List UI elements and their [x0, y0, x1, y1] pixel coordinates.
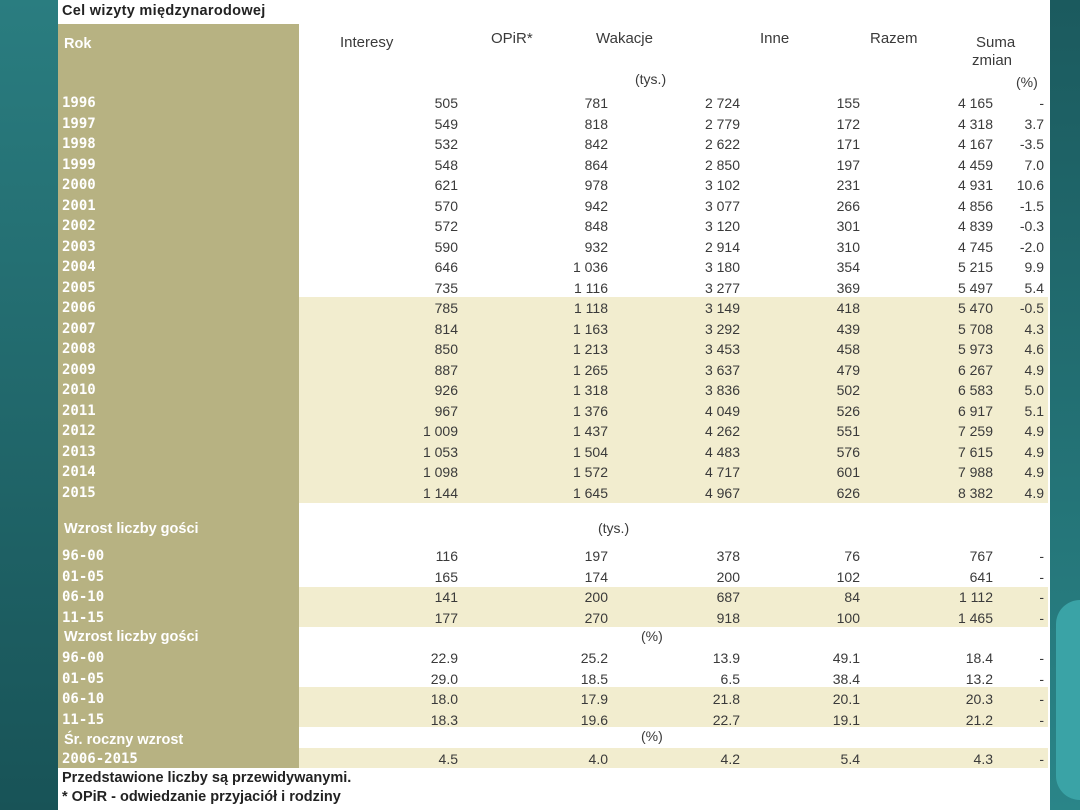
growth-pct-row-suma-zmian-cell: -: [1039, 670, 1044, 687]
section-avg-title: Śr. roczny wzrost: [64, 732, 184, 748]
year-row-inne-cell: 310: [836, 238, 860, 255]
growth-tys-row-suma-zmian-cell: -: [1039, 589, 1044, 605]
year-row-opir-cell: 1 213: [572, 341, 608, 357]
growth-tys-row-label: 06-10: [62, 589, 105, 605]
year-row-opir-cell: 1 118: [574, 300, 608, 316]
year-row-suma-zmian-cell: -3.5: [1019, 136, 1044, 152]
growth-tys-row-inne-cell: 76: [844, 548, 860, 564]
year-row-opir-cell: 1 036: [572, 259, 608, 275]
year-row-inne-cell: 155: [836, 95, 860, 111]
growth-pct-row-label: 96-00: [62, 650, 105, 666]
year-row-wakacje-cell: 2 622: [704, 136, 740, 152]
year-row-interesy-cell: 785: [434, 300, 458, 316]
year-row-label: 2005: [62, 279, 96, 296]
growth-pct-row-wakacje-cell: 21.8: [712, 691, 740, 707]
year-row-interesy-cell: 548: [434, 156, 458, 173]
year-row-razem-cell: 5 708: [957, 320, 993, 337]
year-row-inne-cell: 479: [836, 361, 860, 378]
growth-pct-row-label: 06-10: [62, 691, 105, 707]
year-row-suma-zmian-cell: 4.9: [1024, 423, 1044, 439]
year-row-razem-cell: 5 973: [957, 341, 993, 357]
year-row-inne-cell: 551: [836, 423, 860, 439]
year-row-label: 2004: [62, 259, 96, 275]
year-row-inne-cell: 266: [836, 197, 860, 214]
year-row-label: 2010: [62, 382, 96, 398]
year-row-suma-zmian-cell: 10.6: [1016, 177, 1044, 193]
year-row-razem-cell: 6 267: [957, 361, 993, 378]
year-row-razem-cell: 5 470: [957, 300, 993, 316]
year-row-label: 2007: [62, 320, 96, 337]
year-row-razem-cell: 6 583: [957, 382, 993, 398]
header-zmian: zmian: [972, 52, 1013, 69]
year-row-inne-cell: 458: [836, 341, 860, 357]
growth-pct-row-razem-cell: 21.2: [965, 711, 993, 728]
year-row-interesy-cell: 572: [434, 218, 458, 234]
year-row-opir-cell: 842: [584, 136, 608, 152]
year-row-label: 2002: [62, 218, 96, 234]
year-row-inne-cell: 626: [836, 484, 860, 501]
header-suma: Suma: [976, 34, 1016, 51]
year-row-wakacje-cell: 4 967: [704, 484, 740, 501]
growth-pct-row-razem-cell: 20.3: [965, 691, 993, 707]
year-row-inne-cell: 576: [836, 443, 860, 460]
year-row-suma-zmian-cell: 4.9: [1024, 464, 1044, 480]
growth-tys-row-wakacje-cell: 918: [716, 609, 740, 626]
year-row-opir-cell: 1 376: [572, 402, 608, 419]
year-row-opir-cell: 1 504: [572, 443, 608, 460]
year-row-inne-cell: 369: [836, 279, 860, 296]
year-row-suma-zmian-cell: -0.5: [1019, 300, 1044, 316]
growth-pct-row-interesy-cell: 29.0: [430, 670, 458, 687]
year-row-label: 2001: [62, 197, 96, 214]
year-row-interesy-cell: 532: [434, 136, 458, 152]
year-row-wakacje-cell: 4 483: [704, 443, 740, 460]
year-row-wakacje-cell: 3 637: [704, 361, 740, 378]
year-row-interesy-cell: 1 144: [422, 484, 458, 501]
avg-growth-row-razem-cell: 4.3: [973, 751, 993, 767]
year-row-wakacje-cell: 3 077: [704, 197, 740, 214]
section-growth-pct-unit: (%): [641, 628, 663, 644]
year-row-label: 2013: [62, 443, 96, 460]
growth-pct-row-razem-cell: 18.4: [965, 650, 993, 666]
growth-tys-row-label: 11-15: [62, 609, 105, 626]
year-row-suma-zmian-cell: 4.3: [1024, 320, 1044, 337]
year-row-interesy-cell: 549: [434, 115, 458, 132]
section-growth-tys-title: Wzrost liczby gości: [64, 521, 199, 537]
growth-tys-row-suma-zmian-cell: -: [1039, 548, 1044, 564]
year-row-label: 1998: [62, 136, 96, 152]
year-row-interesy-cell: 735: [434, 279, 458, 296]
growth-tys-row-label: 96-00: [62, 548, 105, 564]
year-row-interesy-cell: 621: [434, 177, 458, 193]
year-row-inne-cell: 231: [836, 177, 860, 193]
growth-tys-row-inne-cell: 100: [836, 609, 860, 626]
growth-tys-row-razem-cell: 1 112: [959, 589, 993, 605]
year-row-opir-cell: 781: [584, 95, 608, 111]
year-row-opir-cell: 864: [584, 156, 608, 173]
growth-pct-row-label: 01-05: [62, 670, 105, 687]
highlight-band-2006-2015: [299, 297, 1048, 503]
header-inne: Inne: [760, 30, 790, 47]
year-row-opir-cell: 848: [584, 218, 608, 234]
growth-tys-row-wakacje-cell: 378: [716, 548, 740, 564]
year-row-inne-cell: 172: [836, 115, 860, 132]
year-row-razem-cell: 7 615: [957, 443, 993, 460]
year-row-razem-cell: 7 988: [957, 464, 993, 480]
growth-pct-row-opir-cell: 25.2: [580, 650, 608, 666]
header-unit-tys: (tys.): [635, 71, 667, 87]
growth-pct-row-inne-cell: 49.1: [832, 650, 860, 666]
year-row-interesy-cell: 850: [434, 341, 458, 357]
table-caption: Cel wizyty międzynarodowej: [62, 3, 266, 19]
year-row-wakacje-cell: 3 836: [704, 382, 740, 398]
highlight-band-pct-06-15: [299, 687, 1048, 727]
avg-growth-row-opir-cell: 4.0: [588, 751, 608, 767]
year-row-suma-zmian-cell: 4.9: [1024, 443, 1044, 460]
growth-tys-row-opir-cell: 200: [584, 589, 608, 605]
year-row-suma-zmian-cell: 4.9: [1024, 361, 1044, 378]
year-row-opir-cell: 942: [584, 197, 608, 214]
year-row-razem-cell: 4 856: [957, 197, 993, 214]
slide-right-bump-decoration: [1056, 600, 1080, 800]
growth-pct-row-inne-cell: 38.4: [832, 670, 860, 687]
slide-left-decoration: [0, 0, 58, 810]
avg-growth-row-inne-cell: 5.4: [840, 751, 860, 767]
year-row-wakacje-cell: 4 262: [704, 423, 740, 439]
year-row-razem-cell: 4 167: [957, 136, 993, 152]
year-row-razem-cell: 5 215: [957, 259, 993, 275]
growth-pct-row-interesy-cell: 22.9: [430, 650, 458, 666]
highlight-band-avg: [299, 748, 1048, 768]
growth-pct-row-inne-cell: 20.1: [832, 691, 860, 707]
growth-pct-row-wakacje-cell: 6.5: [720, 670, 740, 687]
highlight-band-tys-06-15: [299, 587, 1048, 627]
growth-tys-row-interesy-cell: 141: [434, 589, 458, 605]
growth-tys-row-inne-cell: 84: [844, 589, 860, 605]
year-row-wakacje-cell: 2 850: [704, 156, 740, 173]
year-row-suma-zmian-cell: 5.4: [1024, 279, 1044, 296]
growth-tys-row-suma-zmian-cell: -: [1039, 568, 1044, 585]
avg-growth-row-suma-zmian-cell: -: [1039, 751, 1044, 767]
avg-growth-row-label: 2006-2015: [62, 751, 138, 767]
year-row-interesy-cell: 926: [434, 382, 458, 398]
year-row-wakacje-cell: 4 049: [704, 402, 740, 419]
footer-opir-note: * OPiR - odwiedzanie przyjaciół i rodziny: [62, 789, 341, 805]
year-row-razem-cell: 5 497: [957, 279, 993, 296]
year-row-wakacje-cell: 3 453: [704, 341, 740, 357]
year-row-razem-cell: 8 382: [957, 484, 993, 501]
growth-pct-row-suma-zmian-cell: -: [1039, 691, 1044, 707]
year-row-wakacje-cell: 2 724: [704, 95, 740, 111]
year-row-inne-cell: 197: [836, 156, 860, 173]
header-rok: Rok: [64, 36, 92, 52]
growth-tys-row-wakacje-cell: 200: [716, 568, 740, 585]
year-row-wakacje-cell: 4 717: [704, 464, 740, 480]
year-row-label: 2011: [62, 402, 96, 419]
avg-growth-row-wakacje-cell: 4.2: [720, 751, 740, 767]
year-row-inne-cell: 171: [836, 136, 860, 152]
growth-pct-row-label: 11-15: [62, 711, 105, 728]
year-row-inne-cell: 601: [836, 464, 860, 480]
year-row-razem-cell: 4 745: [957, 238, 993, 255]
year-row-inne-cell: 439: [836, 320, 860, 337]
year-row-interesy-cell: 967: [434, 402, 458, 419]
growth-tys-row-razem-cell: 641: [969, 568, 993, 585]
year-row-suma-zmian-cell: 5.1: [1024, 402, 1044, 419]
growth-tys-row-interesy-cell: 165: [434, 568, 458, 585]
year-row-opir-cell: 1 116: [574, 279, 608, 296]
year-row-inne-cell: 502: [836, 382, 860, 398]
year-row-inne-cell: 354: [836, 259, 860, 275]
growth-tys-row-label: 01-05: [62, 568, 105, 585]
year-row-label: 2012: [62, 423, 96, 439]
growth-pct-row-inne-cell: 19.1: [832, 711, 860, 728]
growth-tys-row-suma-zmian-cell: -: [1039, 609, 1044, 626]
year-row-razem-cell: 7 259: [957, 423, 993, 439]
year-row-interesy-cell: 814: [434, 320, 458, 337]
year-row-opir-cell: 1 572: [572, 464, 608, 480]
year-row-razem-cell: 4 459: [957, 156, 993, 173]
year-row-wakacje-cell: 3 180: [704, 259, 740, 275]
growth-tys-row-interesy-cell: 177: [434, 609, 458, 626]
year-row-opir-cell: 978: [584, 177, 608, 193]
footer-note: Przedstawione liczby są przewidywanymi.: [62, 770, 352, 786]
year-row-inne-cell: 418: [836, 300, 860, 316]
year-row-suma-zmian-cell: -0.3: [1019, 218, 1044, 234]
growth-tys-row-opir-cell: 197: [584, 548, 608, 564]
year-row-opir-cell: 818: [584, 115, 608, 132]
growth-pct-row-suma-zmian-cell: -: [1039, 650, 1044, 666]
header-razem: Razem: [870, 30, 918, 47]
growth-tys-row-razem-cell: 767: [969, 548, 993, 564]
growth-tys-row-interesy-cell: 116: [435, 548, 458, 564]
year-row-label: 2008: [62, 341, 96, 357]
year-row-label: 1996: [62, 95, 96, 111]
year-row-razem-cell: 4 165: [957, 95, 993, 111]
year-row-razem-cell: 4 931: [957, 177, 993, 193]
growth-pct-row-wakacje-cell: 22.7: [712, 711, 740, 728]
growth-pct-row-interesy-cell: 18.0: [430, 691, 458, 707]
growth-pct-row-opir-cell: 18.5: [580, 670, 608, 687]
year-row-label: 2000: [62, 177, 96, 193]
year-row-interesy-cell: 570: [434, 197, 458, 214]
growth-tys-row-razem-cell: 1 465: [957, 609, 993, 626]
year-row-razem-cell: 4 318: [957, 115, 993, 132]
year-row-interesy-cell: 646: [434, 259, 458, 275]
year-row-wakacje-cell: 3 149: [704, 300, 740, 316]
year-row-wakacje-cell: 3 102: [704, 177, 740, 193]
section-growth-pct-title: Wzrost liczby gości: [64, 629, 199, 645]
header-interesy: Interesy: [340, 34, 394, 51]
year-row-label: 1999: [62, 156, 96, 173]
year-row-opir-cell: 1 265: [572, 361, 608, 378]
year-row-interesy-cell: 1 053: [422, 443, 458, 460]
year-row-suma-zmian-cell: 7.0: [1024, 156, 1044, 173]
year-row-suma-zmian-cell: 4.9: [1024, 484, 1044, 501]
year-row-wakacje-cell: 3 277: [704, 279, 740, 296]
year-row-opir-cell: 1 318: [572, 382, 608, 398]
year-row-razem-cell: 4 839: [957, 218, 993, 234]
year-row-opir-cell: 1 163: [572, 320, 608, 337]
year-row-wakacje-cell: 2 779: [704, 115, 740, 132]
growth-tys-row-wakacje-cell: 687: [716, 589, 740, 605]
year-row-razem-cell: 6 917: [957, 402, 993, 419]
avg-growth-row-interesy-cell: 4.5: [438, 751, 458, 767]
table-slide: [58, 0, 1050, 810]
year-row-wakacje-cell: 3 120: [704, 218, 740, 234]
year-row-label: 1997: [62, 115, 96, 132]
year-row-opir-cell: 1 437: [572, 423, 608, 439]
year-row-interesy-cell: 887: [434, 361, 458, 378]
section-growth-tys-unit: (tys.): [598, 520, 630, 536]
header-opir: OPiR*: [491, 30, 533, 47]
year-row-suma-zmian-cell: -: [1039, 95, 1044, 111]
growth-pct-row-wakacje-cell: 13.9: [712, 650, 740, 666]
year-row-suma-zmian-cell: 5.0: [1024, 382, 1044, 398]
year-row-suma-zmian-cell: 9.9: [1024, 259, 1044, 275]
section-avg-unit: (%): [641, 728, 663, 744]
growth-pct-row-interesy-cell: 18.3: [430, 711, 458, 728]
year-row-label: 2006: [62, 300, 96, 316]
year-row-interesy-cell: 590: [434, 238, 458, 255]
year-row-opir-cell: 1 645: [572, 484, 608, 501]
growth-tys-row-opir-cell: 174: [584, 568, 608, 585]
year-row-opir-cell: 932: [584, 238, 608, 255]
header-wakacje: Wakacje: [596, 30, 653, 47]
growth-pct-row-razem-cell: 13.2: [965, 670, 993, 687]
year-row-interesy-cell: 1 009: [422, 423, 458, 439]
year-row-interesy-cell: 505: [434, 95, 458, 111]
year-row-wakacje-cell: 2 914: [704, 238, 740, 255]
growth-pct-row-suma-zmian-cell: -: [1039, 711, 1044, 728]
year-row-wakacje-cell: 3 292: [704, 320, 740, 337]
growth-tys-row-opir-cell: 270: [584, 609, 608, 626]
growth-pct-row-opir-cell: 19.6: [580, 711, 608, 728]
year-row-label: 2003: [62, 238, 96, 255]
growth-pct-row-opir-cell: 17.9: [580, 691, 608, 707]
year-row-label: 2009: [62, 361, 96, 378]
year-row-suma-zmian-cell: -2.0: [1019, 238, 1044, 255]
growth-tys-row-inne-cell: 102: [836, 568, 860, 585]
year-row-suma-zmian-cell: 3.7: [1024, 115, 1044, 132]
header-unit-pct: (%): [1016, 74, 1038, 90]
year-row-label: 2014: [62, 464, 96, 480]
year-row-suma-zmian-cell: -1.5: [1019, 197, 1044, 214]
year-row-inne-cell: 301: [836, 218, 860, 234]
year-row-inne-cell: 526: [836, 402, 860, 419]
year-row-suma-zmian-cell: 4.6: [1024, 341, 1044, 357]
year-row-interesy-cell: 1 098: [422, 464, 458, 480]
year-row-label: 2015: [62, 484, 96, 501]
